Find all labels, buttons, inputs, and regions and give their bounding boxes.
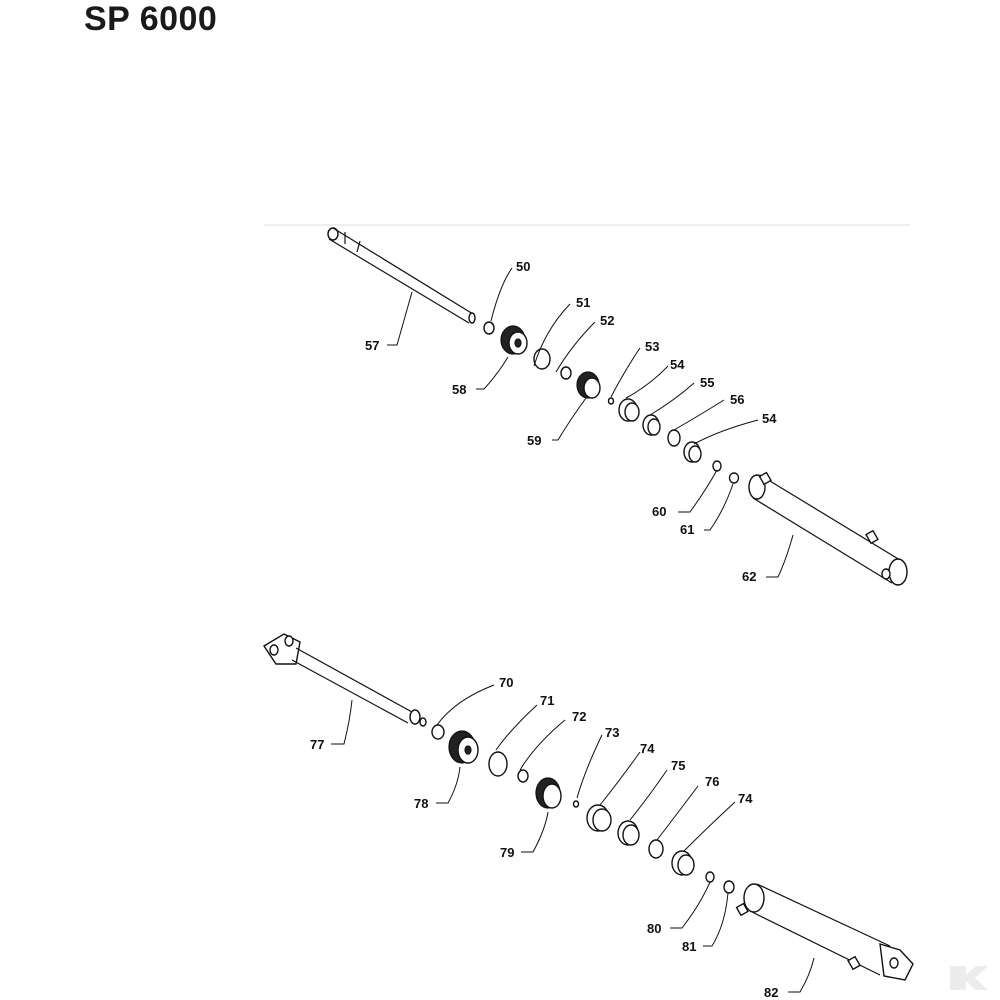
back-ring-part: [643, 415, 660, 435]
callout-label: 52: [600, 313, 615, 328]
cylinder-barrel-part: [737, 884, 913, 980]
callout-label: 74: [738, 791, 753, 806]
callout-label: 79: [500, 845, 515, 860]
leader-lines-top: [387, 268, 793, 577]
wiper-ring-part: [587, 805, 611, 831]
callout-label: 62: [742, 569, 757, 584]
callout-label: 55: [700, 375, 715, 390]
washer-part: [706, 872, 714, 882]
callout-label: 80: [647, 921, 662, 936]
nut-part: [724, 881, 734, 893]
callout-label: 74: [640, 741, 655, 756]
callout-label: 81: [682, 939, 697, 954]
cylinder-assembly-bottom: [264, 634, 913, 980]
small-seal-part: [574, 801, 579, 807]
small-seal-part: [609, 398, 614, 404]
callout-label: 57: [365, 338, 380, 353]
guide-part: [577, 372, 600, 398]
callouts-bottom: [310, 675, 778, 1000]
cylinder-barrel-part: [749, 473, 907, 585]
o-ring-part: [668, 430, 680, 446]
cylinder-assembly-top: [328, 228, 907, 585]
page-title: SP 6000: [84, 0, 218, 38]
callout-label: 60: [652, 504, 667, 519]
callout-label: 54: [762, 411, 777, 426]
callout-label: 76: [705, 774, 720, 789]
callout-label: 82: [764, 985, 779, 1000]
piston-rod-part: [264, 634, 426, 726]
o-ring-part: [489, 752, 507, 776]
wiper-ring-part: [672, 851, 694, 875]
guide-part: [536, 778, 561, 808]
back-ring-part: [618, 821, 639, 845]
brand-logo-watermark: [950, 966, 988, 990]
callout-label: 70: [499, 675, 514, 690]
ring-part: [561, 367, 571, 379]
callout-label: 59: [527, 433, 542, 448]
callout-label: 53: [645, 339, 660, 354]
callout-label: 73: [605, 725, 620, 740]
piston-part: [501, 326, 527, 354]
callout-label: 71: [540, 693, 555, 708]
wiper-ring-part: [619, 399, 639, 421]
callout-label: 56: [730, 392, 745, 407]
callout-label: 50: [516, 259, 531, 274]
o-ring-part: [649, 840, 663, 858]
leader-lines-bottom: [331, 685, 814, 992]
callout-label: 54: [670, 357, 685, 372]
washer-part: [713, 461, 721, 471]
piston-part: [449, 731, 478, 763]
callout-label: 61: [680, 522, 695, 537]
seal-part: [432, 725, 444, 739]
ring-part: [518, 770, 528, 782]
callout-label: 75: [671, 758, 686, 773]
wiper-ring-part: [684, 442, 701, 462]
callouts-top: [365, 259, 777, 584]
callout-label: 77: [310, 737, 325, 752]
nut-part: [730, 473, 739, 483]
callout-label: 72: [572, 709, 587, 724]
piston-rod-part: [328, 228, 475, 323]
seal-part: [484, 322, 494, 334]
callout-label: 51: [576, 295, 591, 310]
callout-label: 58: [452, 382, 467, 397]
callout-label: 78: [414, 796, 429, 811]
